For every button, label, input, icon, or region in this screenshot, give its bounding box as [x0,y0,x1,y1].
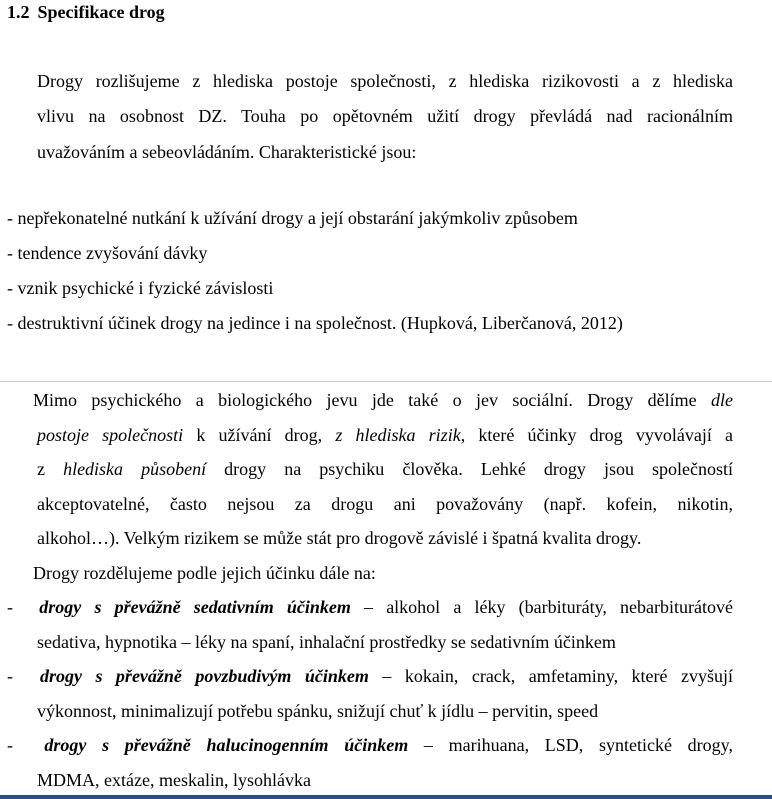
para2-text: z [37,459,64,479]
drug-type-name: drogy s převážně sedativním účinkem [39,597,351,617]
drug-type-name: drogy s převážně povzbudivým účinkem [39,666,369,686]
para2-line [37,459,733,480]
drug-type-desc: – alkohol a léky (barbituráty, nebarbiturátové [350,597,733,617]
characteristic-item: - destruktivní účinek drogy na jedince i na společnost. (Hupková, Liberčanová, 2012) [7,313,623,333]
para2-line [33,390,733,411]
drug-type-desc: – kokain, crack, amfetaminy, které zvyšují [368,666,734,686]
section-title: Specifikace drog [37,2,165,22]
para2-text: drogy na psychiku člověka. Lehké drogy jsou společností [206,459,733,479]
para2-emphasis: dle [711,390,733,410]
page-divider [0,381,772,382]
intro-line: Drogy rozlišujeme z hlediska postoje společnosti, z hlediska rizikovosti a z hlediska [37,71,733,91]
para2-text: , které účinky drog vyvolávají a [460,425,733,445]
bottom-border [0,795,772,799]
drug-type-desc-line: výkonnost, minimalizují potřebu spánku, snižují chuť k jídlu – pervitin, speed [37,701,599,721]
para2-emphasis: postoje společnosti [37,425,184,445]
drug-type-line [7,735,733,756]
section-number: 1.2 [7,2,30,22]
characteristic-item: - tendence zvyšování dávky [7,243,208,263]
intro-line: uvažováním a sebeovládáním. Charakteristické jsou: [37,142,417,162]
drug-type-line [7,666,733,687]
para2-line: alkohol…). Velkým rizikem se může stát pro drogově závislé i špatná kvalita drogy. [37,528,642,548]
division-intro: Drogy rozdělujeme podle jejich účinku dále na: [33,563,376,583]
para2-line: akceptovatelné, často nejsou za drogu ani považovány (např. kofein, nikotin, [37,494,733,514]
drug-type-desc: – marihuana, LSD, syntetické drogy, [408,735,733,755]
characteristic-item: - vznik psychické i fyzické závislosti [7,278,274,298]
list-dash: - [7,735,13,755]
para2-emphasis: z hlediska rizik [335,425,461,445]
section-heading [7,2,165,23]
para2-line [37,425,733,446]
para2-text: k užívání drog, [183,425,336,445]
list-dash: - [7,597,13,617]
drug-type-desc-line: sedativa, hypnotika – léky na spaní, inhalační prostředky se sedativním účinkem [37,632,616,652]
para2-text: Mimo psychického a biologického jevu jde také o jev sociální. Drogy dělíme [33,390,711,410]
list-dash: - [7,666,13,686]
para2-emphasis: hlediska působení [63,459,207,479]
characteristic-item: - nepřekonatelné nutkání k užívání drogy a její obstarání jakýmkoliv způsobem [7,208,578,228]
drug-type-line [7,597,733,618]
drug-type-name: drogy s převážně halucinogenním účinkem [44,735,409,755]
intro-line: vlivu na osobnost DZ. Touha po opětovném užití drogy převládá nad racionálním [37,106,733,126]
drug-type-desc-line: MDMA, extáze, meskalin, lysohlávka [37,770,311,790]
